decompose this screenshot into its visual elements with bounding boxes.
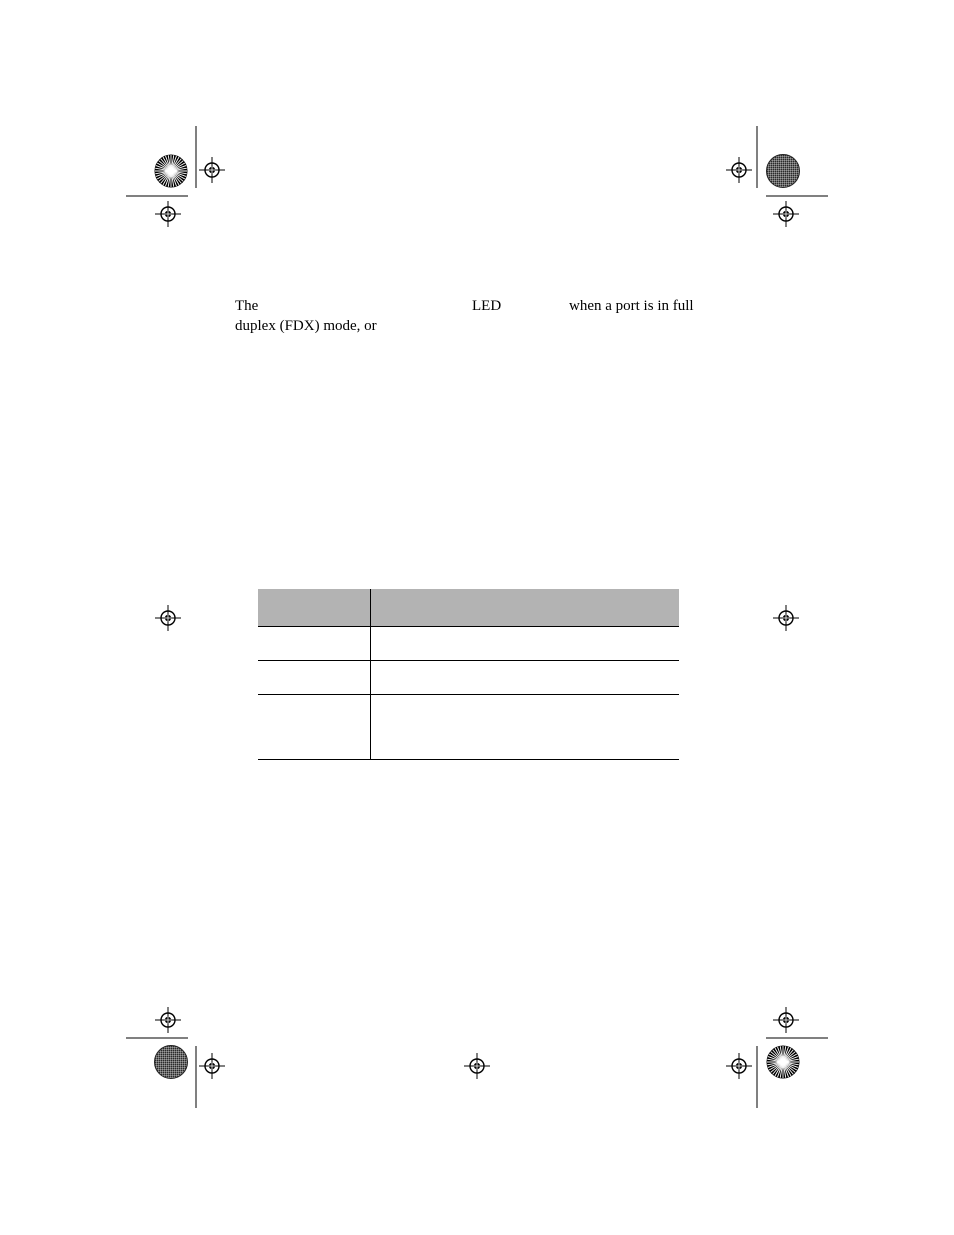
- starburst-icon: [155, 155, 188, 188]
- table-cell: [371, 695, 680, 760]
- registration-crosshair-icon: [155, 201, 181, 227]
- paragraph-line1-led: LED: [472, 298, 502, 314]
- table-row: [258, 695, 679, 760]
- registration-crosshair-icon: [155, 1007, 181, 1033]
- table-row: [258, 627, 679, 661]
- paragraph-line1-end: when a port is in full: [569, 298, 694, 314]
- starburst-icon: [767, 1046, 800, 1079]
- table-cell: [258, 695, 371, 760]
- table-header-cell: [258, 589, 371, 627]
- registration-crosshair-icon: [773, 1007, 799, 1033]
- table-cell: [258, 661, 371, 695]
- paragraph-line1-start: The: [235, 298, 259, 314]
- starburst-icon: [155, 1046, 188, 1079]
- registration-crosshair-icon: [464, 1053, 490, 1079]
- registration-crosshair-icon: [199, 157, 225, 183]
- registration-crosshair-icon: [199, 1053, 225, 1079]
- table-cell: [371, 627, 680, 661]
- registration-crosshair-icon: [773, 201, 799, 227]
- starburst-icon: [767, 155, 800, 188]
- table-cell: [371, 661, 680, 695]
- registration-crosshair-icon: [726, 157, 752, 183]
- table-row: [258, 661, 679, 695]
- table-header-cell: [371, 589, 680, 627]
- registration-crosshair-icon: [773, 605, 799, 631]
- table-cell: [258, 627, 371, 661]
- paragraph-line2: duplex (FDX) mode, or: [235, 318, 377, 334]
- led-status-table: [258, 589, 679, 760]
- registration-crosshair-icon: [726, 1053, 752, 1079]
- table-header-row: [258, 589, 679, 627]
- registration-crosshair-icon: [155, 605, 181, 631]
